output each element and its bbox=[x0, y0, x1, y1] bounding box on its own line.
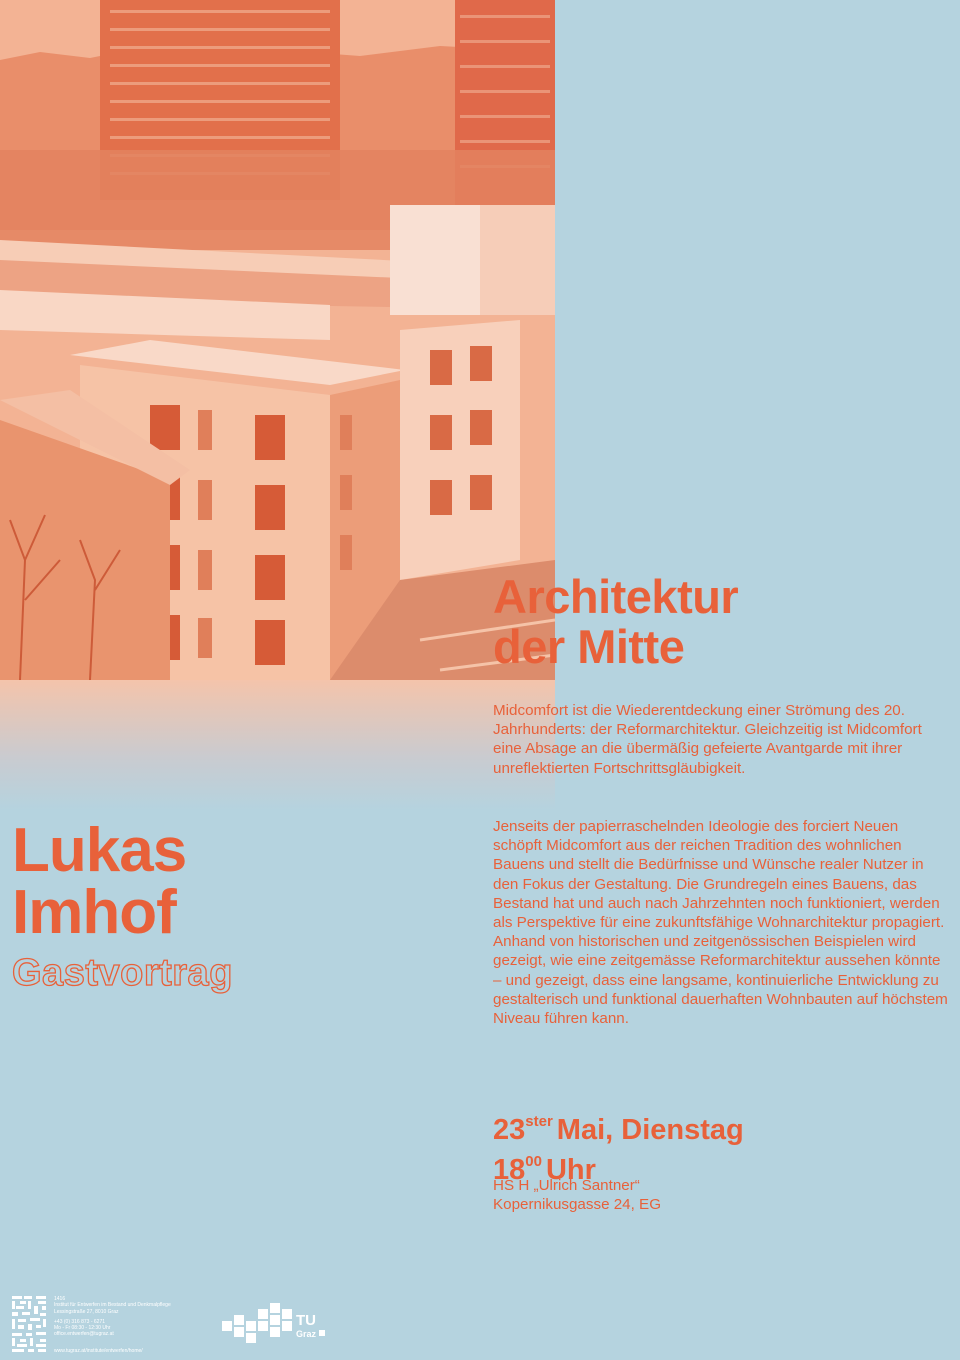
speaker-name bbox=[12, 816, 187, 947]
speaker-last-name: Imhof bbox=[12, 878, 176, 947]
description-paragraph-1: Midcomfort ist die Wiederentdeckung einer Strömung des 20. Jahrhunderts: der Reformarchitektur. Gleichzeitig ist Midcomfort eine Absage an die übermäßig gefeierte Avantgarde mit ihrer unreflektierten Fortschrittsgläubigkeit. bbox=[493, 702, 922, 777]
event-date bbox=[493, 1106, 744, 1146]
tu-graz-logo bbox=[222, 1303, 342, 1343]
footer-code: 1416 bbox=[54, 1296, 66, 1302]
venue-address: Kopernikusgasse 24, EG bbox=[493, 1196, 662, 1214]
description-paragraph-2: Jenseits der papierraschelnden Ideologie des forciert Neuen schöpft Midcomfort aus der reichen Tradition des wohnlichen Bauens und stellt die Bedürfnisse und Wünsche realer Nutzer in den Fokus der Gestaltung. Die Grundregeln eines Bauens, das Bestand hat und auch nach Jahrzehnten noch funktioniert, werden als Perspektive für eine zukunftsfähige Wohnarchitektur propagiert. Anhand von historischen und zeitgenössischen Beispielen wird gezeigt, wie eine zeitgemässe Reformarchitektur aussehen könnte – und gezeigt, dass eine langsame, kontinuierliche Entwicklung zu gestalterisch und funktional dauerhaften Wohnbauten auf höchstem Niveau führen kann. bbox=[493, 818, 948, 1028]
event-date-rest: Mai, Dienstag bbox=[556, 1114, 744, 1146]
building-photo bbox=[0, 0, 555, 680]
institute-logo bbox=[12, 1296, 48, 1352]
event-time-unit: Uhr bbox=[545, 1154, 596, 1186]
event-venue bbox=[493, 1176, 661, 1214]
tu-logo-text: TU bbox=[296, 1312, 316, 1329]
footer-hours: Mo - Fr 08:30 - 12:30 Uhr bbox=[54, 1325, 111, 1332]
footer-street: Lessingstraße 27, 8010 Graz bbox=[54, 1308, 119, 1315]
footer-phone: +43 (0) 316 873 - 6271 bbox=[54, 1318, 106, 1325]
event-day-suffix: ster bbox=[525, 1113, 553, 1130]
title-line-1: Architektur bbox=[493, 570, 739, 623]
venue-room: HS H „Ulrich Santner“ bbox=[493, 1177, 640, 1194]
event-day: 23 bbox=[493, 1114, 526, 1146]
footer-url: www.tugraz.at/institute/entwerfen/home/ bbox=[54, 1347, 143, 1354]
speaker-first-name: Lukas bbox=[12, 816, 187, 885]
lecture-type: Gastvortrag bbox=[12, 952, 233, 994]
event-minutes: 00 bbox=[525, 1153, 542, 1170]
event-hour: 18 bbox=[493, 1154, 526, 1186]
tu-logo-subtext: Graz bbox=[296, 1329, 317, 1339]
title-line-2: der Mitte bbox=[493, 620, 685, 673]
event-title bbox=[493, 572, 738, 672]
footer-institute: Institut für Entwerfen im Bestand und Denkmalpflege bbox=[54, 1302, 171, 1309]
footer-email: office.entwerfen@tugraz.at bbox=[54, 1331, 114, 1338]
photo-fade bbox=[0, 680, 555, 810]
event-datetime bbox=[493, 1106, 744, 1186]
